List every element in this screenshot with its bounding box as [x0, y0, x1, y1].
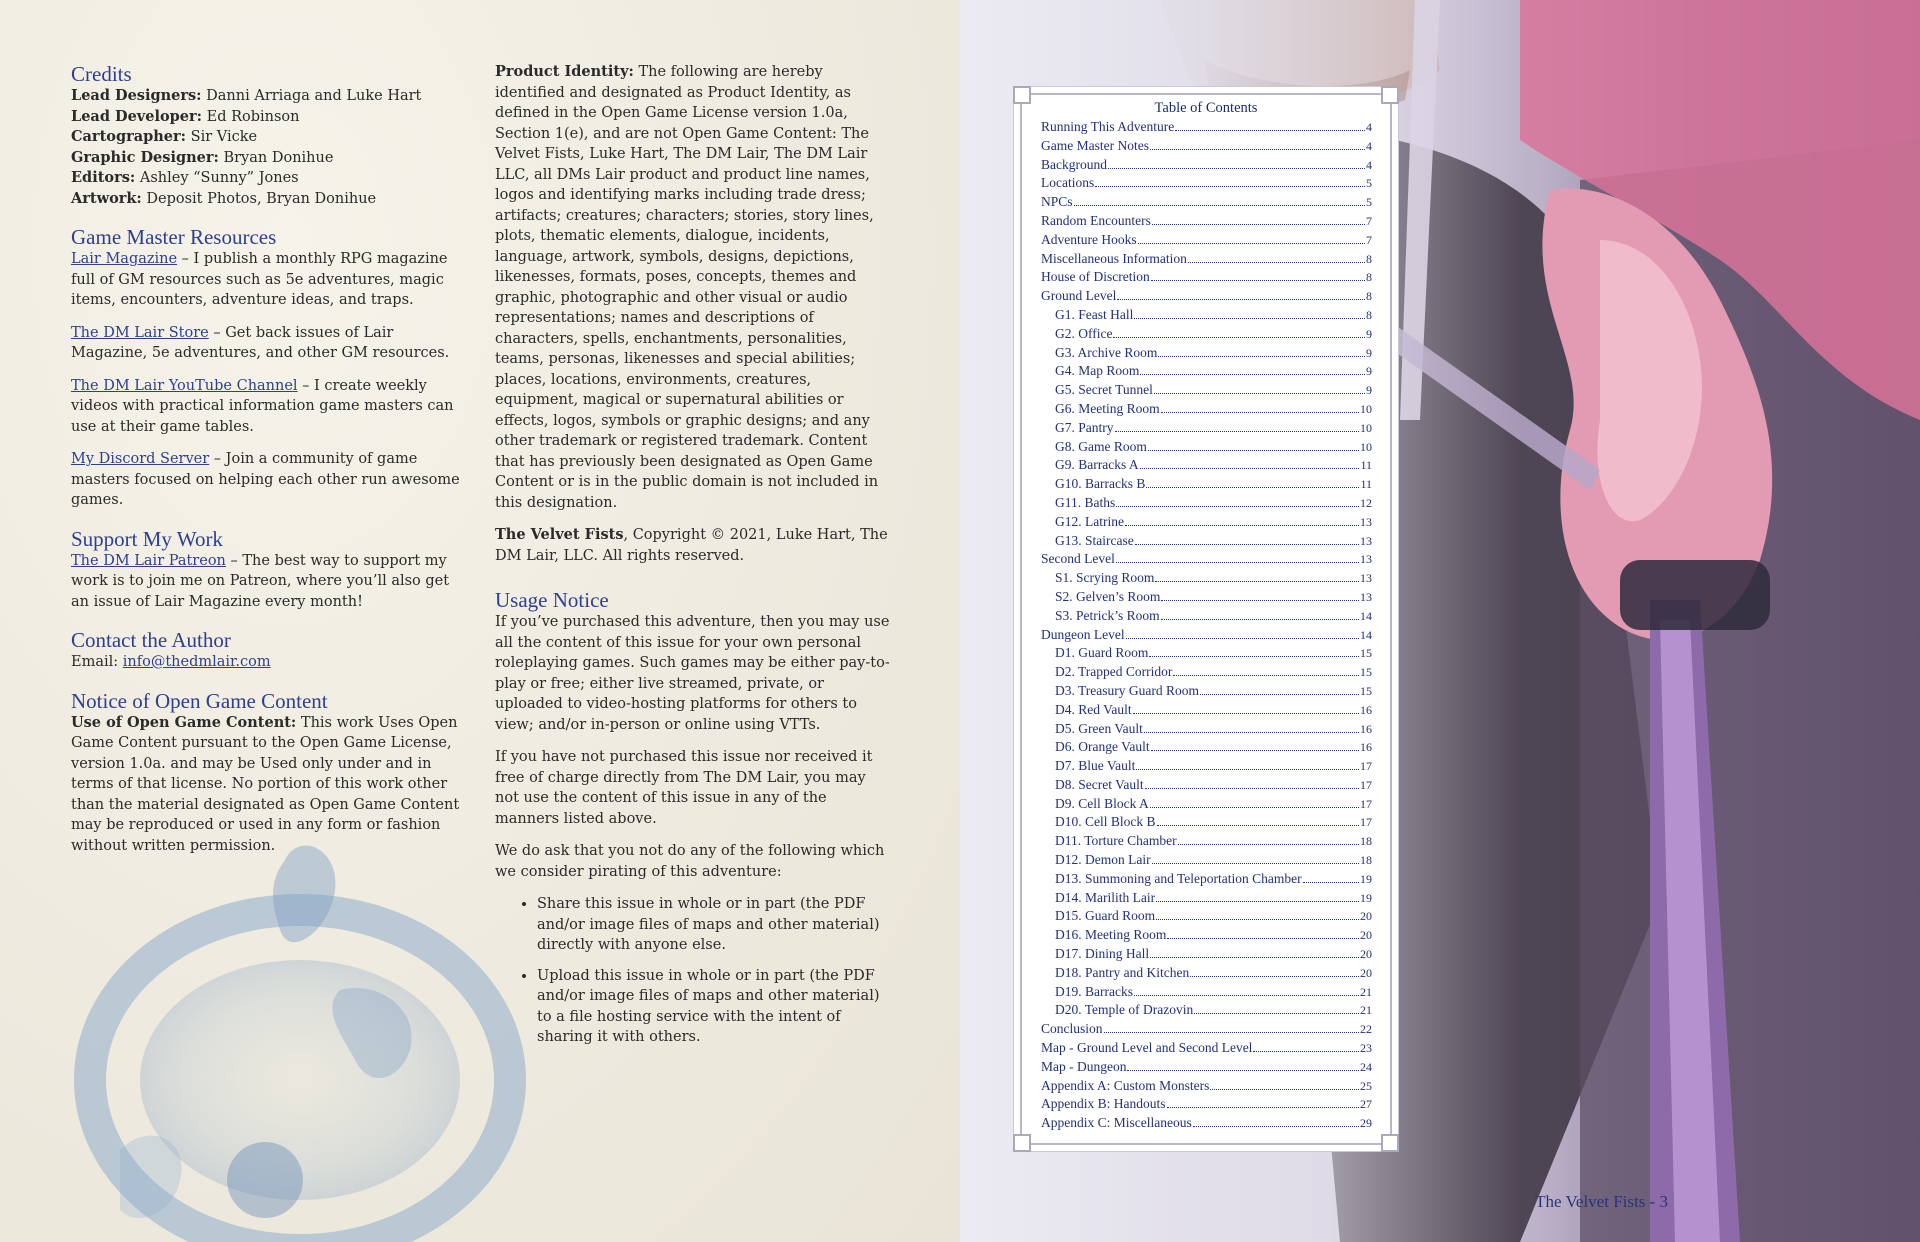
toc-dot-leader	[1125, 525, 1359, 526]
toc-entry-label: Miscellaneous Information	[1041, 250, 1187, 266]
toc-dot-leader	[1116, 562, 1359, 563]
toc-entry[interactable]	[1041, 514, 1372, 533]
ogc-heading: Notice of Open Game Content	[71, 688, 328, 713]
toc-page-number: 29	[1360, 1116, 1372, 1131]
usage-bullet-list	[495, 894, 893, 1048]
support-heading: Support My Work	[71, 526, 223, 551]
toc-page-number: 15	[1360, 646, 1372, 661]
toc-entry-label: D6. Orange Vault	[1055, 739, 1150, 755]
toc-entry-label: G2. Office	[1055, 325, 1113, 341]
toc-entry-label: S1. Scrying Room	[1055, 570, 1155, 586]
toc-entry[interactable]	[1041, 269, 1372, 288]
toc-entry[interactable]	[1041, 495, 1372, 514]
toc-dot-leader	[1157, 825, 1360, 826]
usage-paragraph-3: We do ask that you not do any of the following which we consider pirating of this adventure:	[495, 843, 885, 880]
support-section	[71, 527, 471, 613]
toc-entry-label: D17. Dining Hall	[1055, 946, 1150, 962]
credit-line-editors	[71, 168, 471, 189]
credit-label: Artwork:	[71, 189, 142, 207]
toc-page-number: 17	[1360, 759, 1372, 774]
toc-entry[interactable]	[1041, 608, 1372, 627]
toc-dot-leader	[1152, 863, 1359, 864]
toc-dot-leader	[1117, 299, 1365, 300]
toc-page-number: 9	[1366, 326, 1372, 341]
toc-page-number: 8	[1366, 307, 1372, 322]
toc-entry[interactable]	[1041, 157, 1372, 176]
toc-page-number: 22	[1360, 1022, 1372, 1037]
toc-entry-label: D13. Summoning and Teleportation Chamber	[1055, 870, 1302, 886]
resource-item	[71, 323, 471, 364]
toc-entry-label: Adventure Hooks	[1041, 231, 1137, 247]
credit-label: Lead Designers:	[71, 87, 202, 104]
toc-entry-label: D10. Cell Block B	[1055, 814, 1156, 830]
toc-dot-leader	[1194, 1013, 1359, 1014]
toc-dot-leader	[1151, 280, 1365, 281]
toc-entry[interactable]	[1041, 363, 1372, 382]
toc-page-number: 20	[1360, 928, 1372, 943]
credit-value: Deposit Photos, Bryan Donihue	[141, 190, 377, 207]
toc-entry-label: D19. Barracks	[1055, 983, 1133, 999]
toc-entry[interactable]	[1041, 307, 1372, 326]
credit-line-artwork	[71, 189, 471, 210]
toc-entry-label: Ground Level	[1041, 288, 1117, 304]
toc-dot-leader	[1190, 976, 1359, 977]
toc-dot-leader	[1133, 713, 1359, 714]
toc-page-number: 20	[1360, 909, 1372, 924]
toc-page-number: 4	[1366, 120, 1372, 134]
toc-entry-label: G12. Latrine	[1055, 513, 1124, 529]
credit-line-lead-designers	[71, 86, 471, 107]
toc-entry[interactable]	[1041, 965, 1372, 984]
toc-entry-label: G9. Barracks A	[1055, 457, 1139, 473]
toc-page-number: 15	[1360, 665, 1372, 680]
toc-entry[interactable]	[1041, 833, 1372, 852]
toc-dot-leader	[1108, 168, 1365, 169]
product-identity-text	[495, 62, 893, 513]
table-of-contents-box	[1020, 93, 1392, 1145]
toc-dot-leader	[1116, 506, 1359, 507]
toc-dot-leader	[1178, 844, 1359, 845]
toc-entry-label: G11. Baths	[1055, 494, 1116, 510]
toc-dot-leader	[1161, 600, 1359, 601]
credit-value: Ed Robinson	[202, 108, 300, 125]
toc-page-number: 7	[1366, 213, 1372, 228]
right-column	[495, 62, 893, 1058]
toc-page-number: 20	[1360, 947, 1372, 962]
toc-page-number: 12	[1360, 495, 1372, 510]
credit-value: Danni Arriaga and Luke Hart	[201, 88, 422, 104]
resource-item	[71, 376, 471, 438]
resource-description: – I publish a monthly RPG magazine full of GM resources such as 5e adventures, magic items, encounters, adventure ideas, and traps.	[71, 251, 448, 308]
toc-entry-label: Appendix A: Custom Monsters	[1041, 1077, 1210, 1093]
toc-dot-leader	[1150, 957, 1359, 958]
toc-dot-leader	[1167, 1107, 1360, 1108]
toc-entry[interactable]	[1041, 1021, 1372, 1040]
toc-entry-label: Conclusion	[1041, 1021, 1103, 1037]
credit-value: Sir Vicke	[186, 129, 258, 145]
toc-entry-label: Locations	[1041, 175, 1095, 191]
right-page	[960, 0, 1920, 1242]
toc-page-number: 17	[1360, 777, 1372, 792]
toc-entry-label: D9. Cell Block A	[1055, 795, 1149, 811]
usage-paragraph-1: If you’ve purchased this adventure, then you may use all the content of this issue for your own personal roleplaying games. Such games may be either pay-to-play or free; either live streamed, private, or uploaded to video-hosting platforms for others to view; and/or in-person or online using VTTs.	[495, 614, 890, 733]
resource-description: – Join a community of game masters focused on helping each other run awesome games.	[71, 451, 460, 508]
toc-dot-leader	[1148, 450, 1359, 451]
toc-entry-label: Game Master Notes	[1041, 137, 1149, 153]
toc-entry-label: G5. Secret Tunnel	[1055, 382, 1153, 398]
toc-page-number: 14	[1360, 627, 1372, 642]
toc-page-number: 13	[1360, 514, 1372, 529]
toc-dot-leader	[1104, 1032, 1359, 1033]
toc-page-number: 11	[1360, 458, 1372, 473]
toc-dot-leader	[1149, 656, 1359, 657]
toc-entry-label: G6. Meeting Room	[1055, 400, 1160, 416]
toc-entry[interactable]	[1041, 627, 1372, 646]
resource-description: – I create weekly videos with practical information game masters can use at their game tables.	[71, 377, 454, 435]
toc-entry-label: D11. Torture Chamber	[1055, 833, 1177, 849]
toc-entry-label: Dungeon Level	[1041, 626, 1125, 642]
contact-heading: Contact the Author	[71, 628, 231, 652]
toc-entry[interactable]	[1041, 1115, 1372, 1134]
ogc-section	[71, 689, 471, 857]
toc-page-number: 18	[1360, 834, 1372, 849]
resource-description: – Get back issues of Lair Magazine, 5e adventures, and other GM resources.	[71, 324, 450, 361]
ogc-body: This work Uses Open Game Content pursuant to the Open Game License, version 1.0a. and may be Used only under and in terms of that license. No portion of this work other than the material designated as Open Game Content may be reproduced or used in any form or fashion without written permission.	[71, 714, 460, 854]
toc-dot-leader	[1145, 788, 1359, 789]
toc-page-number: 8	[1366, 289, 1372, 304]
toc-entry[interactable]	[1041, 871, 1372, 890]
frame-corner-ornament	[1013, 1134, 1031, 1152]
toc-entry[interactable]	[1041, 1002, 1372, 1021]
toc-entry-label: S3. Petrick’s Room	[1055, 607, 1160, 623]
toc-entry[interactable]	[1041, 664, 1372, 683]
toc-page-number: 4	[1366, 138, 1372, 153]
toc-dot-leader	[1115, 431, 1360, 432]
toc-page-number: 9	[1366, 383, 1372, 398]
toc-dot-leader	[1188, 262, 1365, 263]
toc-entry-label: House of Discretion	[1041, 269, 1150, 285]
support-description: – The best way to support my work is to join me on Patreon, where you’ll also get an issue of Lair Magazine every month!	[71, 552, 450, 610]
toc-page-number: 16	[1360, 740, 1372, 755]
toc-entry-label: D5. Green Vault	[1055, 720, 1143, 736]
left-column	[71, 62, 471, 872]
toc-dot-leader	[1150, 149, 1365, 150]
credit-line-lead-developer	[71, 107, 471, 128]
toc-entry[interactable]	[1041, 946, 1372, 965]
toc-page-number: 8	[1366, 251, 1372, 266]
toc-entry-label: G10. Barracks B	[1055, 476, 1146, 492]
toc-dot-leader	[1146, 487, 1359, 488]
toc-page-number: 10	[1360, 420, 1372, 435]
toc-entry[interactable]	[1041, 1078, 1372, 1097]
toc-dot-leader	[1138, 243, 1365, 244]
credit-value: Bryan Donihue	[218, 149, 334, 166]
toc-page-number: 10	[1360, 401, 1372, 416]
toc-page-number: 7	[1366, 232, 1372, 247]
toc-entry[interactable]	[1041, 1040, 1372, 1059]
toc-page-number: 5	[1366, 195, 1372, 210]
toc-entry-label: D2. Trapped Corridor	[1055, 664, 1173, 680]
usage-heading: Usage Notice	[495, 588, 609, 612]
resource-item	[71, 249, 471, 311]
toc-dot-leader	[1113, 337, 1365, 338]
toc-entry[interactable]	[1041, 739, 1372, 758]
credit-label: Editors:	[71, 169, 136, 186]
toc-entry[interactable]	[1041, 175, 1372, 194]
toc-entry-label: D16. Meeting Room	[1055, 927, 1167, 943]
credits-section	[71, 62, 471, 209]
toc-entry-label: G7. Pantry	[1055, 419, 1114, 435]
toc-dot-leader	[1144, 732, 1359, 733]
toc-entry[interactable]	[1041, 645, 1372, 664]
patreon-link[interactable]: The DM Lair Patreon	[71, 552, 226, 569]
credit-value: Ashley “Sunny” Jones	[135, 170, 299, 186]
toc-entry[interactable]	[1041, 345, 1372, 364]
toc-page-number: 16	[1360, 721, 1372, 736]
toc-entry[interactable]	[1041, 702, 1372, 721]
toc-entry-label: D3. Treasury Guard Room	[1055, 682, 1199, 698]
toc-page-number: 16	[1360, 702, 1372, 717]
toc-entry[interactable]	[1041, 138, 1372, 157]
toc-entry-label: G13. Staircase	[1055, 532, 1134, 548]
toc-dot-leader	[1156, 919, 1359, 920]
toc-page-number: 27	[1360, 1097, 1372, 1112]
toc-dot-leader	[1134, 318, 1365, 319]
toc-entry[interactable]	[1041, 439, 1372, 458]
toc-entry[interactable]	[1041, 589, 1372, 608]
toc-dot-leader	[1150, 807, 1359, 808]
toc-entry[interactable]	[1041, 401, 1372, 420]
gm-resources-heading: Game Master Resources	[71, 225, 277, 249]
toc-dot-leader	[1155, 581, 1359, 582]
contact-line	[71, 652, 471, 673]
toc-entry-label: D20. Temple of Drazovin	[1055, 1002, 1194, 1018]
toc-page-number: 13	[1360, 552, 1372, 567]
toc-page-number: 21	[1360, 984, 1372, 999]
toc-dot-leader	[1134, 995, 1359, 996]
toc-entry[interactable]	[1041, 814, 1372, 833]
toc-entry[interactable]	[1041, 476, 1372, 495]
toc-entry[interactable]	[1041, 119, 1372, 138]
toc-entry-label: Second Level	[1041, 551, 1115, 567]
toc-dot-leader	[1173, 675, 1359, 676]
toc-entry-label: NPCs	[1041, 194, 1073, 210]
page-footer: The Velvet Fists - 3	[1535, 1192, 1668, 1211]
toc-entry-label: G1. Feast Hall	[1055, 306, 1134, 322]
toc-dot-leader	[1140, 468, 1360, 469]
toc-entry-label: D4. Red Vault	[1055, 701, 1132, 717]
gm-resources-section	[71, 225, 471, 511]
toc-page-number: 13	[1360, 571, 1372, 586]
toc-dot-leader	[1074, 205, 1365, 206]
toc-entry[interactable]	[1041, 683, 1372, 702]
copyright-title: The Velvet Fists	[495, 526, 624, 543]
toc-dot-leader	[1167, 938, 1359, 939]
toc-page-number: 20	[1360, 965, 1372, 980]
toc-dot-leader	[1200, 694, 1359, 695]
toc-entry[interactable]	[1041, 984, 1372, 1003]
toc-dot-leader	[1210, 1089, 1359, 1090]
toc-title: Table of Contents	[1154, 100, 1258, 116]
toc-entry-label: S2. Gelven’s Room	[1055, 588, 1161, 604]
toc-entry[interactable]	[1041, 382, 1372, 401]
toc-entry-label: D8. Secret Vault	[1055, 776, 1144, 792]
toc-entry-label: D12. Demon Lair	[1055, 852, 1151, 868]
usage-bullet: • Share this issue in whole or in part (the PDF and/or image files of maps and other material) directly with anyone else.	[537, 894, 893, 956]
toc-dot-leader	[1158, 356, 1365, 357]
toc-page-number: 13	[1360, 589, 1372, 604]
toc-page-number: 23	[1360, 1041, 1372, 1056]
toc-page-number: 25	[1360, 1078, 1372, 1093]
toc-dot-leader	[1161, 619, 1359, 620]
toc-entry-label: D14. Marilith Lair	[1055, 889, 1156, 905]
support-text	[71, 551, 471, 613]
toc-entry-label: Running This Adventure	[1041, 119, 1175, 134]
toc-entry[interactable]	[1041, 570, 1372, 589]
toc-dot-leader	[1175, 130, 1365, 131]
toc-dot-leader	[1161, 412, 1359, 413]
product-identity-body: The following are hereby identified and designated as Product Identity, as defined in the Open Game License version 1.0a, Section 1(e), and are not Open Game Content: The Velvet Fists, Luke Hart, The DM Lair, The DM Lair LLC, all DMs Lair product and product line names, logos and identifying marks including trade dress; artifacts; creatures; characters; stories, story lines, plots, thematic elements, dialogue, incidents, language, artwork, symbols, designs, depictions, likenesses, formats, poses, concepts, themes and graphic, photographic and other visual or audio representations; names and descriptions of characters, spells, enchantments, personalities, teams, personas, likenesses and special abilities; places, locations, environments, creatures, equipment, magical or supernatural abilities or effects, logos, symbols or graphic designs; and any other trademark or registered trademark. Content that has previously been designated as Open Game Content or is in the public domain is not included in this designation.	[495, 64, 879, 511]
toc-entry-label: Map - Dungeon	[1041, 1058, 1127, 1074]
toc-dot-leader	[1253, 1051, 1359, 1052]
toc-entry-label: D15. Guard Room	[1055, 908, 1156, 924]
credit-line-graphic-designer	[71, 148, 471, 169]
toc-entry-label: Background	[1041, 156, 1107, 172]
toc-dot-leader	[1095, 186, 1365, 187]
toc-entry-label: Appendix B: Handouts	[1041, 1096, 1166, 1112]
toc-list	[1041, 119, 1372, 1134]
ogc-text	[71, 713, 471, 857]
toc-page-number: 9	[1366, 364, 1372, 379]
email-link[interactable]: info@thedmlair.com	[122, 654, 271, 670]
usage-paragraph-2: If you have not purchased this issue nor received it free of charge directly from The DM Lair, you may not use the content of this issue in any of the manners listed above.	[495, 749, 873, 827]
credit-label: Graphic Designer:	[71, 148, 219, 166]
toc-entry[interactable]	[1041, 927, 1372, 946]
toc-page-number: 19	[1360, 890, 1372, 905]
toc-page-number: 8	[1366, 270, 1372, 285]
frame-corner-ornament	[1381, 1134, 1399, 1152]
dm-lair-store-link[interactable]: The DM Lair Store	[71, 324, 209, 341]
toc-page-number: 17	[1360, 815, 1372, 830]
credit-label: Cartographer:	[71, 128, 187, 145]
toc-entry-label: D1. Guard Room	[1055, 645, 1149, 661]
toc-dot-leader	[1135, 544, 1359, 545]
toc-page-number: 13	[1360, 533, 1372, 548]
toc-entry-label: D7. Blue Vault	[1055, 758, 1136, 774]
toc-entry-label: Appendix C: Miscellaneous	[1041, 1115, 1192, 1131]
toc-entry[interactable]	[1041, 551, 1372, 570]
toc-page-number: 11	[1360, 477, 1372, 492]
product-identity-label: Product Identity:	[495, 63, 634, 80]
toc-entry[interactable]	[1041, 852, 1372, 871]
toc-page-number: 14	[1360, 608, 1372, 623]
credits-heading: Credits	[71, 62, 132, 86]
toc-dot-leader	[1156, 901, 1359, 902]
toc-dot-leader	[1136, 769, 1359, 770]
toc-page-number: 21	[1360, 1003, 1372, 1018]
toc-dot-leader	[1140, 374, 1365, 375]
toc-dot-leader	[1127, 1070, 1359, 1071]
toc-dot-leader	[1152, 224, 1365, 225]
email-label: Email:	[71, 654, 123, 670]
toc-entry[interactable]	[1041, 758, 1372, 777]
toc-entry[interactable]	[1041, 908, 1372, 927]
toc-entry[interactable]	[1041, 721, 1372, 740]
toc-entry[interactable]	[1041, 194, 1372, 213]
discord-server-link[interactable]: My Discord Server	[71, 451, 210, 467]
youtube-channel-link[interactable]: The DM Lair YouTube Channel	[71, 377, 298, 394]
resource-item	[71, 449, 471, 511]
toc-entry[interactable]	[1041, 213, 1372, 232]
toc-dot-leader	[1154, 393, 1365, 394]
toc-page-number: 9	[1366, 345, 1372, 360]
toc-entry-label: G4. Map Room	[1055, 363, 1140, 379]
toc-dot-leader	[1193, 1126, 1359, 1127]
toc-entry-label: G3. Archive Room	[1055, 344, 1158, 360]
toc-dot-leader	[1151, 750, 1359, 751]
toc-entry[interactable]	[1041, 890, 1372, 909]
toc-page-number: 5	[1366, 176, 1372, 191]
usage-bullet: • Upload this issue in whole or in part (the PDF and/or image files of maps and other material) to a file hosting service with the intent of sharing it with others.	[537, 966, 893, 1048]
frame-corner-ornament	[1013, 86, 1031, 104]
toc-entry-label: Random Encounters	[1041, 212, 1151, 228]
toc-entry[interactable]	[1041, 288, 1372, 307]
toc-entry[interactable]	[1041, 326, 1372, 345]
toc-entry-label: D18. Pantry and Kitchen	[1055, 964, 1190, 980]
credit-label: Lead Developer:	[71, 107, 202, 125]
toc-entry[interactable]	[1041, 420, 1372, 439]
frame-corner-ornament	[1381, 86, 1399, 104]
toc-page-number: 18	[1360, 853, 1372, 868]
lair-magazine-link[interactable]: Lair Magazine	[71, 251, 178, 267]
toc-entry[interactable]	[1041, 457, 1372, 476]
toc-page-number: 10	[1360, 439, 1372, 454]
toc-entry-label: G8. Game Room	[1055, 438, 1147, 454]
toc-page-number: 4	[1366, 157, 1372, 172]
toc-entry[interactable]	[1041, 796, 1372, 815]
toc-entry[interactable]	[1041, 1059, 1372, 1078]
toc-entry[interactable]	[1041, 533, 1372, 552]
toc-page-number: 15	[1360, 683, 1372, 698]
copyright-text	[495, 525, 893, 566]
copyright-body: , Copyright © 2021, Luke Hart, The DM Lair, LLC. All rights reserved.	[495, 527, 888, 564]
contact-section	[71, 628, 471, 673]
toc-entry[interactable]	[1041, 1096, 1372, 1115]
toc-page-number: 24	[1360, 1059, 1372, 1074]
toc-page-number: 19	[1360, 871, 1372, 886]
toc-dot-leader	[1126, 638, 1359, 639]
toc-dot-leader	[1303, 882, 1359, 883]
toc-entry-label: Map - Ground Level and Second Level	[1041, 1040, 1253, 1056]
toc-entry[interactable]	[1041, 777, 1372, 796]
toc-entry[interactable]	[1041, 232, 1372, 251]
ogc-label: Use of Open Game Content:	[71, 713, 297, 731]
toc-entry[interactable]	[1041, 251, 1372, 270]
toc-page-number: 17	[1360, 796, 1372, 811]
credit-line-cartographer	[71, 127, 471, 148]
